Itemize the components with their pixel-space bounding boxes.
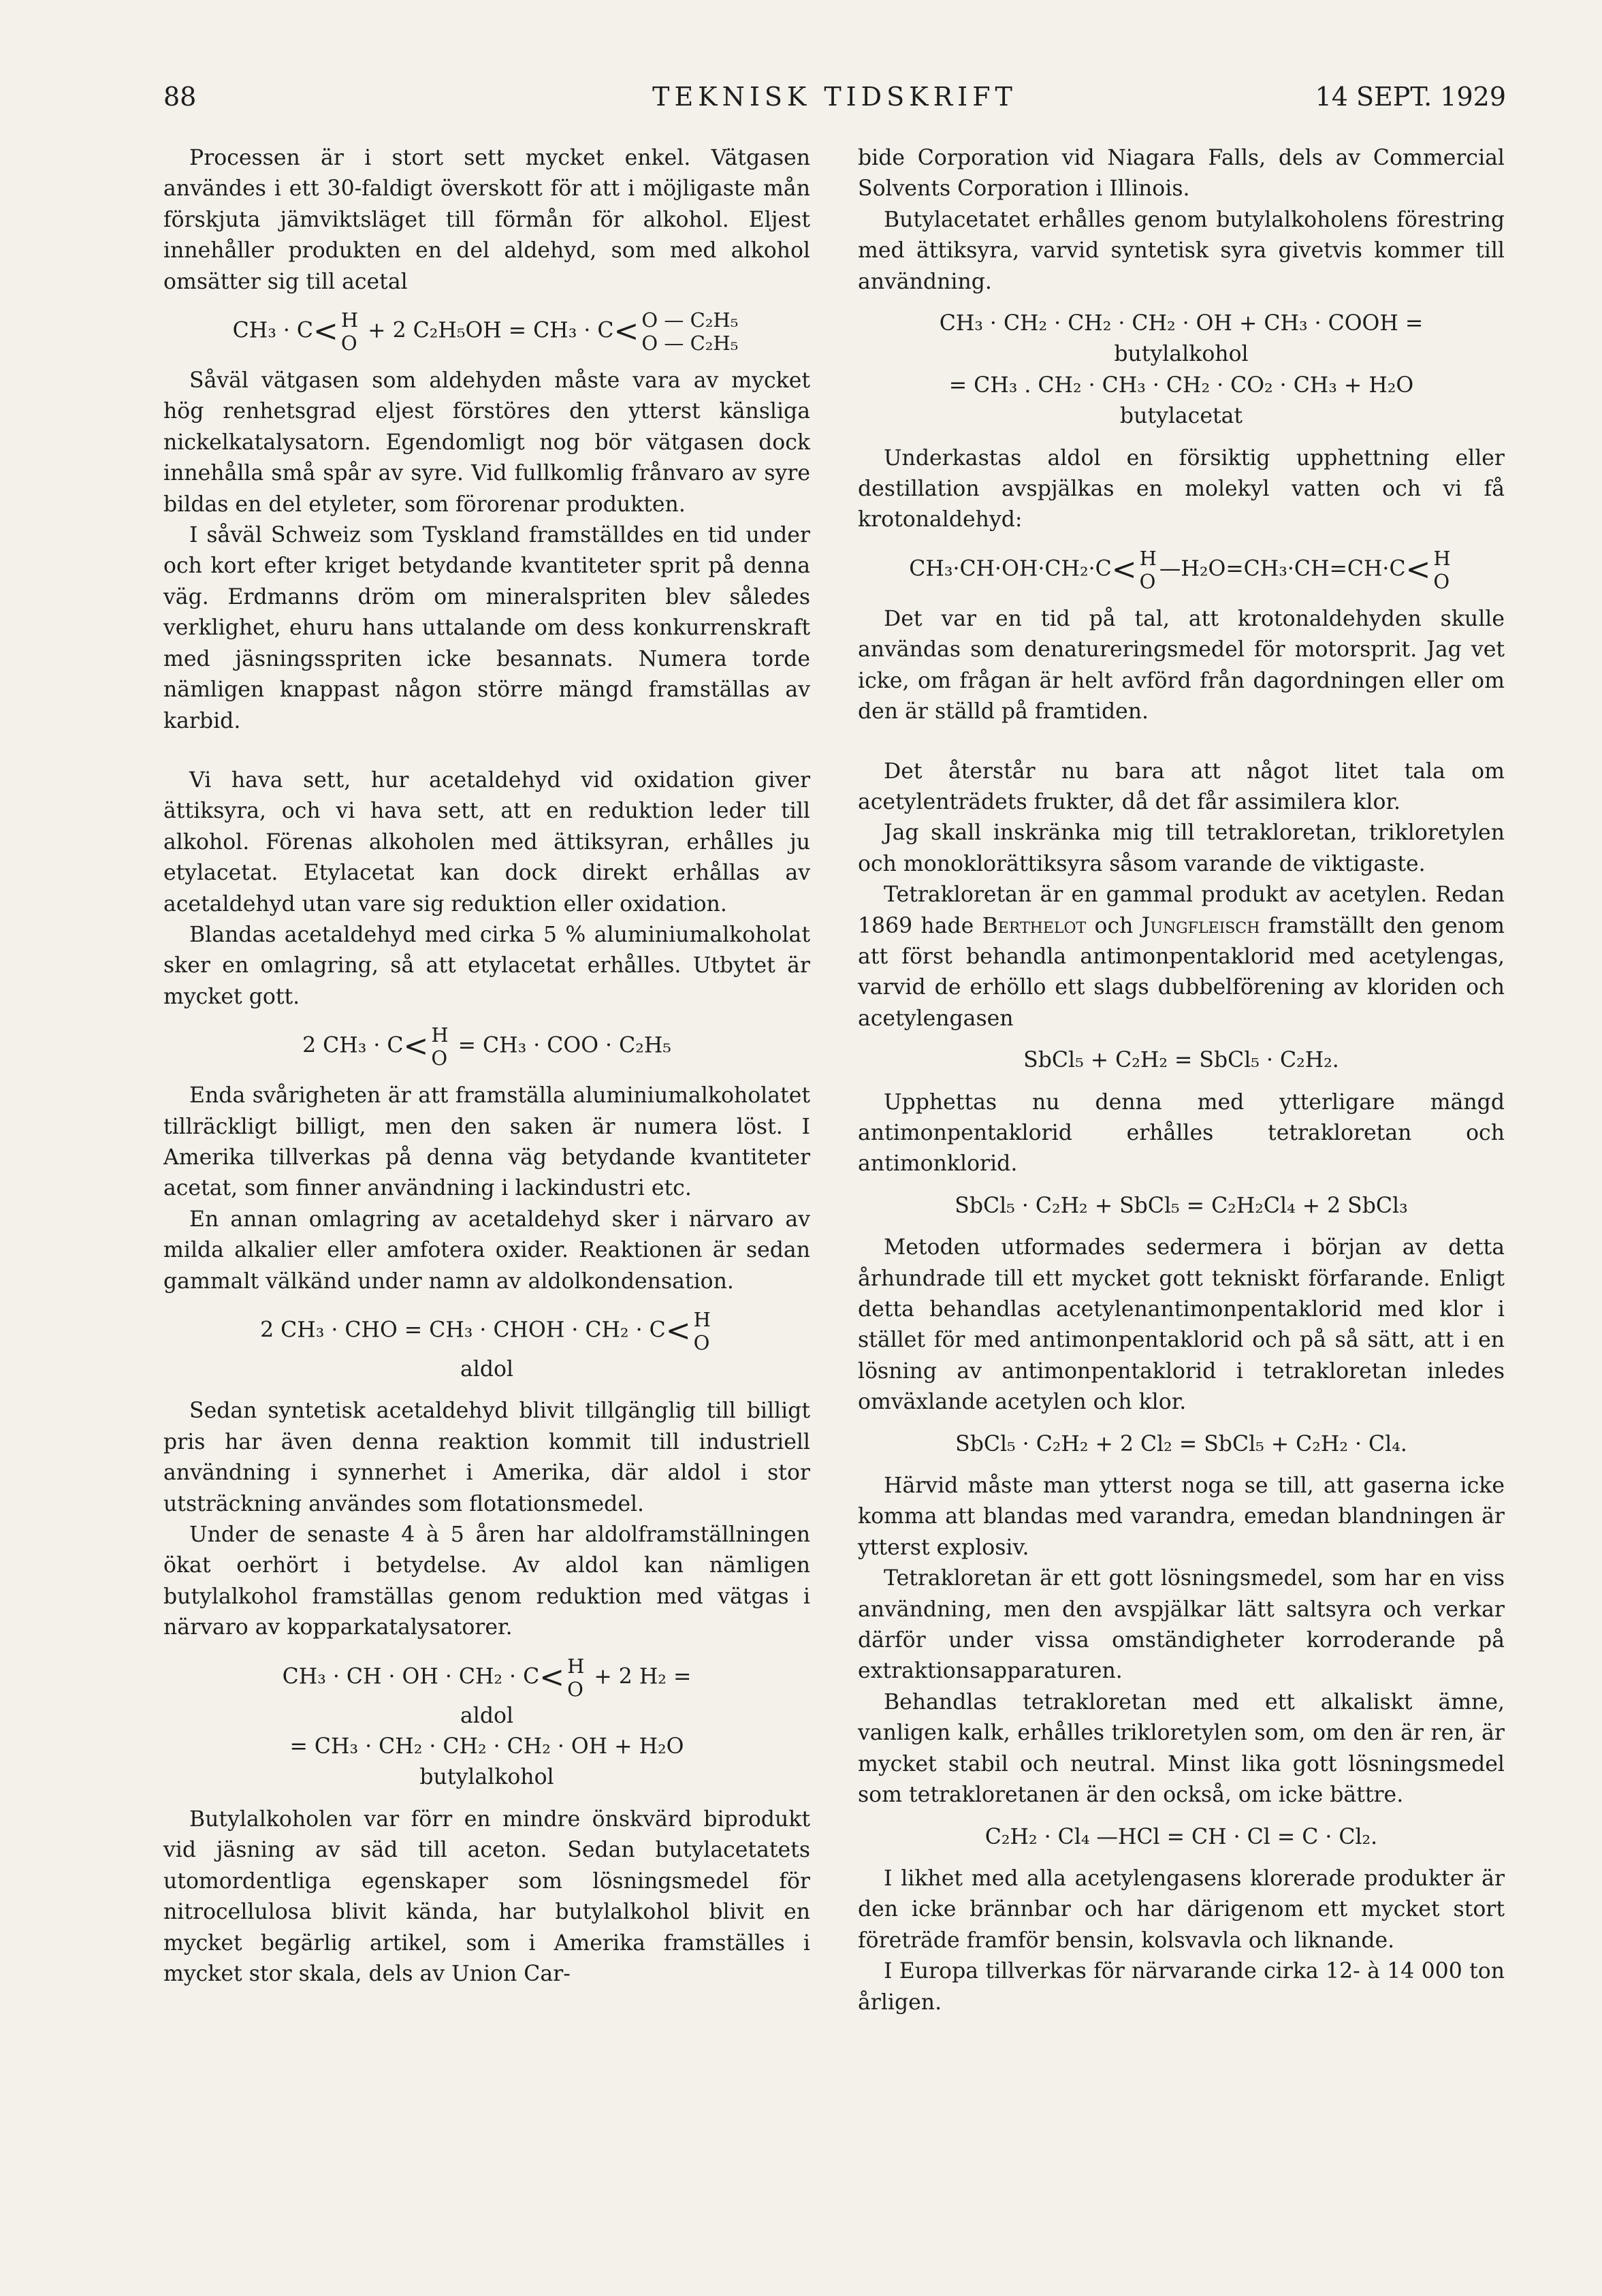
paragraph: Butylalkoholen var förr en mindre önskvärd biprodukt vid jäsning av säd till aceton. Sedan butylacetatets utomordentliga egenskaper som lösningsmedel för nitrocellulosa blivit kända, har butylalkohol blivit en mycket begärlig artikel, som i Amerika framställes i mycket stor skala, dels av Union Car-	[163, 1806, 810, 1986]
journal-title: TEKNISK TIDSKRIFT	[652, 82, 1017, 112]
equation: SbCl₅ · C₂H₂ + SbCl₅ = C₂H₂Cl₄ + 2 SbCl₃	[955, 1193, 1408, 1218]
paragraph: I likhet med alla acetylengasens klorerade produkter är den icke brännbar och har därigenom ett mycket stort företräde framför bensin, kolsvavla och liknande.	[858, 1866, 1505, 1953]
paragraph: Det var en tid på tal, att krotonaldehyden skulle användas som denatureringsmedel för motorsprit. Jag vet icke, om frågan är helt avförd från dagordningen eller om den är ställd på framtiden.	[858, 606, 1505, 724]
paragraph: Enda svårigheten är att framställa aluminiumalkoholatet tillräckligt billigt, men den saken är numera löst. I Amerika tillverkas på denna väg betydande kvantiteter acetat, som finner användning i lackindustri etc.	[163, 1083, 810, 1201]
paragraph: Butylacetatet erhålles genom butylalkoholens förestring med ättiksyra, varvid syntetisk syra givetvis kommer till användning.	[858, 207, 1505, 294]
eq-label: butylalkohol	[1114, 342, 1249, 367]
eq-bot: O	[340, 332, 357, 355]
issue-date: 14 SEPT. 1929	[1315, 82, 1506, 112]
eq-bot: O — C₂H₅	[641, 332, 739, 355]
eq-top: H	[431, 1023, 449, 1047]
eq-term: CH₃ · CH · OH · CH₂ · C	[282, 1664, 540, 1689]
eq-top: H	[340, 308, 359, 332]
eq-bot: O	[1433, 569, 1450, 593]
eq-label: butylacetat	[1119, 404, 1243, 429]
paragraph: Upphettas nu denna med ytterligare mängd antimonpentaklorid erhålles tetrakloretan och antimonklorid.	[858, 1089, 1505, 1177]
eq-bot: O	[431, 1047, 448, 1070]
text-run: framställt den genom att först behandla antimonpentaklorid med acetylengas, varvid de erhöllo ett slags dubbelförening av kloriden och acetylengasen	[858, 913, 1505, 1031]
equation-butylalkohol: CH₃ · CH · OH · CH₂ · C< H O + 2 H₂ = aldol = CH₃ · CH₂ · CH₂ · CH₂ · OH + H₂O butylalkohol	[163, 1655, 810, 1793]
paragraph: Sedan syntetisk acetaldehyd blivit tillgänglig till billigt pris har även denna reaktion kommit till industriell användning i synnerhet i Amerika, där aldol i stor utsträckning användes som flotationsmedel.	[163, 1399, 810, 1516]
paragraph: I Europa tillverkas för närvarande cirka 12- à 14 000 ton årligen.	[858, 1959, 1505, 2015]
eq-term: CH₃ · C	[232, 318, 313, 343]
paragraph: Behandlas tetrakloretan med ett alkaliskt ämne, vanligen kalk, erhålles trikloretylen som, om den är ren, är mycket stabil och neutral. Minst lika gott lösningsmedel som tetrakloretanen är den också, om icke bättre.	[858, 1689, 1505, 1808]
paragraph: Jag skall inskränka mig till tetrakloretan, trikloretylen och monoklorättiksyra såsom varande de viktigaste.	[858, 820, 1505, 876]
eq-top: O — C₂H₅	[641, 308, 739, 332]
paragraph: Vi hava sett, hur acetaldehyd vid oxidation giver ättiksyra, och vi hava sett, att en reduktion leder till alkohol. Förenas alkoholen med ättiksyran, erhålles ju etylacetat. Etylacetat kan dock direkt erhållas av acetaldehyd utan vare sig reduktion eller oxidation.	[163, 767, 810, 916]
eq-top: H	[1139, 546, 1157, 570]
equation-etylacetat: 2 CH₃ · C< H O = CH₃ · COO · C₂H₅	[302, 1023, 671, 1070]
paragraph: Under de senaste 4 à 5 åren har aldolframställningen ökat oerhört i betydelse. Av aldol kan nämligen butylalkohol framställas genom reduktion med vätgas i närvaro av kopparkatalysatorer.	[163, 1522, 810, 1640]
eq-line: CH₃ · CH₂ · CH₂ · CH₂ · OH + CH₃ · COOH =	[939, 311, 1424, 336]
author-name: Jungfleisch	[1141, 913, 1260, 938]
eq-label: butylalkohol	[419, 1765, 554, 1790]
paragraph: Såväl vätgasen som aldehyden måste vara av mycket hög renhetsgrad eljest förstöres den ytterst känsliga nickelkatalysatorn. Egendomligt nog bör vätgasen dock innehålla små spår av syre. Vid fullkomlig frånvaro av syre bildas en del etyleter, som förorenar produkten.	[163, 368, 810, 517]
eq-line: = CH₃ . CH₂ · CH₃ · CH₂ · CO₂ · CH₃ + H₂O	[948, 372, 1414, 398]
author-name: Berthelot	[982, 913, 1087, 938]
running-header	[163, 82, 1506, 123]
text-run: och	[1094, 913, 1134, 938]
eq-term: —H₂O=CH₃·CH=CH·C	[1159, 556, 1406, 581]
equation-acetal: CH₃ · C< H O + 2 C₂H₅OH = CH₃ · C< O — C₂H₅ O — C₂H₅	[232, 308, 739, 355]
eq-term: + 2 H₂ =	[587, 1664, 692, 1689]
paragraph: En annan omlagring av acetaldehyd sker i närvaro av milda alkalier eller amfotera oxider. Reaktionen är sedan gammalt välkänd under namn av aldolkondensation.	[163, 1207, 810, 1294]
paragraph: Processen är i stort sett mycket enkel. Vätgasen användes i ett 30-faldigt överskott för att i möjligaste mån förskjuta jämviktsläget till förmån för alkohol. Eljest innehåller produkten en del aldehyd, som med alkohol omsätter sig till acetal	[163, 146, 810, 294]
paragraph: bide Corporation vid Niagara Falls, dels av Commercial Solvents Corporation i Illinois.	[858, 146, 1505, 202]
equation: C₂H₂ · Cl₄ —HCl = CH · Cl = C · Cl₂.	[984, 1824, 1378, 1849]
paragraph: I såväl Schweiz som Tyskland framställdes en tid under och kort efter kriget betydande kvantiteter sprit på denna väg. Erdmanns dröm om mineralspriten blev således verklighet, ehuru hans uttalande om dess konkurrenskraft med jäsningsspriten icke besannats. Numera torde nämligen knappast någon större mängd framställas av karbid.	[163, 523, 810, 733]
equation: SbCl₅ + C₂H₂ = SbCl₅ · C₂H₂.	[1023, 1048, 1339, 1073]
paragraph: Tetrakloretan är ett gott lösningsmedel, som har en viss användning, men den avspjälkar lätt saltsyra och verkar därför under vissa omständigheter korroderande på extraktionsapparaturen.	[858, 1566, 1505, 1684]
equation-butylacetat	[858, 308, 1505, 432]
eq-label: aldol	[460, 1703, 514, 1728]
text-run: Tetrakloretan är en gammal produkt av acetylen. Redan 1869 hade	[858, 882, 1505, 938]
eq-top: H	[1433, 546, 1451, 570]
eq-term: + 2 C₂H₅OH = CH₃ · C	[361, 318, 614, 343]
eq-label: aldol	[460, 1357, 514, 1382]
eq-bot: O	[693, 1331, 710, 1354]
paragraph: Underkastas aldol en försiktig upphettning eller destillation avspjälkas en molekyl vatten och vi få krotonaldehyd:	[858, 445, 1505, 532]
eq-top: H	[693, 1308, 711, 1331]
eq-bot: O	[1139, 569, 1156, 593]
paragraph: Härvid måste man ytterst noga se till, att gaserna icke komma att blandas med varandra, emedan blandningen är ytterst explosiv.	[858, 1473, 1505, 1560]
eq-term: CH₃·CH·OH·CH₂·C	[909, 556, 1112, 581]
right-column	[858, 143, 1505, 2018]
equation-krotonaldehyd: CH₃·CH·OH·CH₂·C< H O —H₂O=CH₃·CH=CH·C< H O	[909, 546, 1451, 593]
page-number: 88	[163, 82, 197, 112]
paragraph	[858, 880, 1505, 1034]
equation: SbCl₅ · C₂H₂ + 2 Cl₂ = SbCl₅ + C₂H₂ · Cl₄.	[955, 1431, 1407, 1456]
eq-term: = CH₃ · COO · C₂H₅	[451, 1033, 671, 1058]
equation-aldol: 2 CH₃ · CHO = CH₃ · CHOH · CH₂ · C< H O aldol	[163, 1308, 810, 1385]
eq-term: 2 CH₃ · CHO = CH₃ · CHOH · CH₂ · C	[260, 1318, 666, 1343]
eq-top: H	[567, 1654, 585, 1678]
eq-term: 2 CH₃ · C	[302, 1033, 404, 1058]
paragraph: Metoden utformades sedermera i början av detta århundrade till ett mycket gott tekniskt förfarande. Enligt detta behandlas acetylenantimonpentaklorid med klor i stället för med antimonpentaklorid och på så sätt, att i en lösning av antimonpentaklorid i tetrakloretan inledes omväxlande acetylen och klor.	[858, 1235, 1505, 1415]
left-column	[163, 143, 810, 1990]
paragraph: Blandas acetaldehyd med cirka 5 % aluminiumalkoholat sker en omlagring, så att etylacetat erhålles. Utbytet är mycket gott.	[163, 922, 810, 1009]
eq-bot: O	[567, 1677, 583, 1701]
eq-line: = CH₃ · CH₂ · CH₂ · CH₂ · OH + H₂O	[289, 1734, 684, 1759]
paragraph: Det återstår nu bara att något litet tala om acetylenträdets frukter, då det får assimilera klor.	[858, 759, 1505, 814]
